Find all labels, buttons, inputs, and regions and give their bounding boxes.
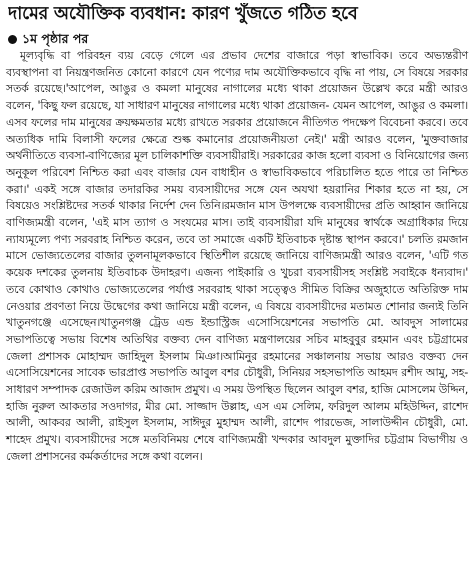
article-body: মূল্যবৃদ্ধি বা পরিবহন ব্যয় বেড়ে গেলে এর প্রভাব দেশের বাজারে পড়া স্বাভাবিক। তবে অভ্যন্তরীণ ব্যবস্থাপনা বা নিয়ন্ত্রণজনিত কোনো কারণে যেন পণ্যের দাম অযৌক্তিকভাবে বৃদ্ধি না পায়, সে বিষয়ে সরকার সতর্ক রয়েছে।'আপেল, আঙুর ও কমলা মানুষের নাগালের মধ্যে থাকা প্রয়োজন উল্লেখ করে মন্ত্রী আরও বলেন, 'কিছু ফল রয়েছে, যা সাধারণ মানুষের নাগালের মধ্যে থাকা প্রয়োজন- যেমন আপেল, আঙুর ও কমলা। এসব ফলের দাম মানুষের ক্রয়ক্ষমতার মধ্যে রাখতে সরকার প্রয়োজনে নীতিগত পদক্ষেপ বিবেচনা করবে। তবে অত্যধিক দামি বিলাসী ফলের ক্ষেত্রে শুল্ক কমানোর প্রয়োজনীয়তা নেই।' মন্ত্রী আরও বলেন, 'মুক্তবাজার অর্থনীতিতে ব্যবসা-বাণিজ্যের মূল চালিকাশক্তি ব্যবসায়ীরাই। সরকারের কাজ হলো ব্যবসা ও বিনিয়োগের জন্য অনুকূল পরিবেশ নিশ্চিত করা এবং বাজার যেন বাধাহীন ও স্বাভাবিকভাবে পরিচালিত হতে পারে তা নিশ্চিত করা।' একই সঙ্গে বাজার তদারকির সময় ব্যবসায়ীদের সঙ্গে যেন অযথা হয়রানির শিকার হতে না হয়, সে বিষয়েও সংশ্লিষ্টদের সতর্ক থাকার নির্দেশ দেন তিনি।রমজান মাস উপলক্ষে ব্যবসায়ীদের প্রতি আহ্বান জানিয়ে বাণিজ্যমন্ত্রী বলেন, 'এই মাস ত্যাগ ও সংযমের মাস। তাই ব্যবসায়ীরা যদি মানুষের স্বার্থকে অগ্রাধিকার দিয়ে ন্যায্যমূল্যে পণ্য সরবরাহ নিশ্চিত করেন, তবে তা সমাজে একটি ইতিবাচক দৃষ্টান্ত স্থাপন করবে।' চলতি রমজান মাসে ভোজ্যতেলের বাজার তুলনামূলকভাবে স্থিতিশীল রয়েছে জানিয়ে বাণিজ্যমন্ত্রী আরও বলেন, 'এটি গত কয়েক দশকের তুলনায় ইতিবাচক উদাহরণ। এজন্য পাইকারি ও খুচরা ব্যবসায়ীসহ সংশ্লিষ্ট সবাইকে ধন্যবাদ।' তবে কোথাও কোথাও ভোজ্যতেলের পর্যাপ্ত সরবরাহ থাকা সত্ত্বেও সীমিত বিক্রির অজুহাতে অতিরিক্ত দাম নেওয়ার প্রবণতা নিয়ে উদ্বেগের কথা জানিয়ে মন্ত্রী বলেন, এ বিষয়ে ব্যবসায়ীদের মতামত শোনার জন্যই তিনি খাতুনগঞ্জে এসেছেন।খাতুনগঞ্জ ট্রেড এন্ড ইন্ডাস্ট্রিজ এসোসিয়েশনের সভাপতি মো. আবদুস সালামের সভাপতিত্বে সভায় বিশেষ অতিথির বক্তব্য দেন বাণিজ্য মন্ত্রণালয়ের সচিব মাহবুবুর রহমান এবং চট্টগ্রামের জেলা প্রশাসক মোহাম্মদ জাহিদুল ইসলাম মিঞা।আমিনুর রহমানের সঞ্চালনায় সভায় আরও বক্তব্য দেন এসোসিয়েশনের সাবেক ভারপ্রাপ্ত সভাপতি আবুল বশর চৌধুরী, সিনিয়র সহসভাপতি আহমদ রশীদ আমু, সহ-সাধারণ সম্পাদক রেজাউল করিম আজাদ প্রমুখ। এ সময় উপস্থিত ছিলেন আবুল বশর, হাজি মোসলেম উদ্দিন, হাজি নুরুল আকতার সওদাগর, মীর মো. সাজ্জাদ উল্লাহ, এস এম সেলিম, ফরিদুল আলম মহিউদ্দিন, রাশেদ আলী, আকবর আলী, রাইসুল ইসলাম, সাঈদুর মুহাম্মদ আলী, রাশেদ পারভেজ, সালাউদ্দীন চৌধুরী, মো. শাহেদ প্রমুখ। ব্যবসায়ীদের সঙ্গে মতবিনিময় শেষে বাণিজ্যমন্ত্রী খন্দকার আবদুল মুক্তাদির চট্টগ্রাম বিভাগীয় ও জেলা প্রশাসনের কর্মকর্তাদের সঙ্গে কথা বলেন। <box>6 49 468 463</box>
bullet-icon <box>8 35 17 44</box>
continued-from-marker <box>8 30 88 48</box>
continued-label: ১ম পৃষ্ঠার পর <box>22 31 89 46</box>
headline: দামের অযৌক্তিক ব্যবধান: কারণ খুঁজতে গঠিত হবে <box>8 4 358 24</box>
